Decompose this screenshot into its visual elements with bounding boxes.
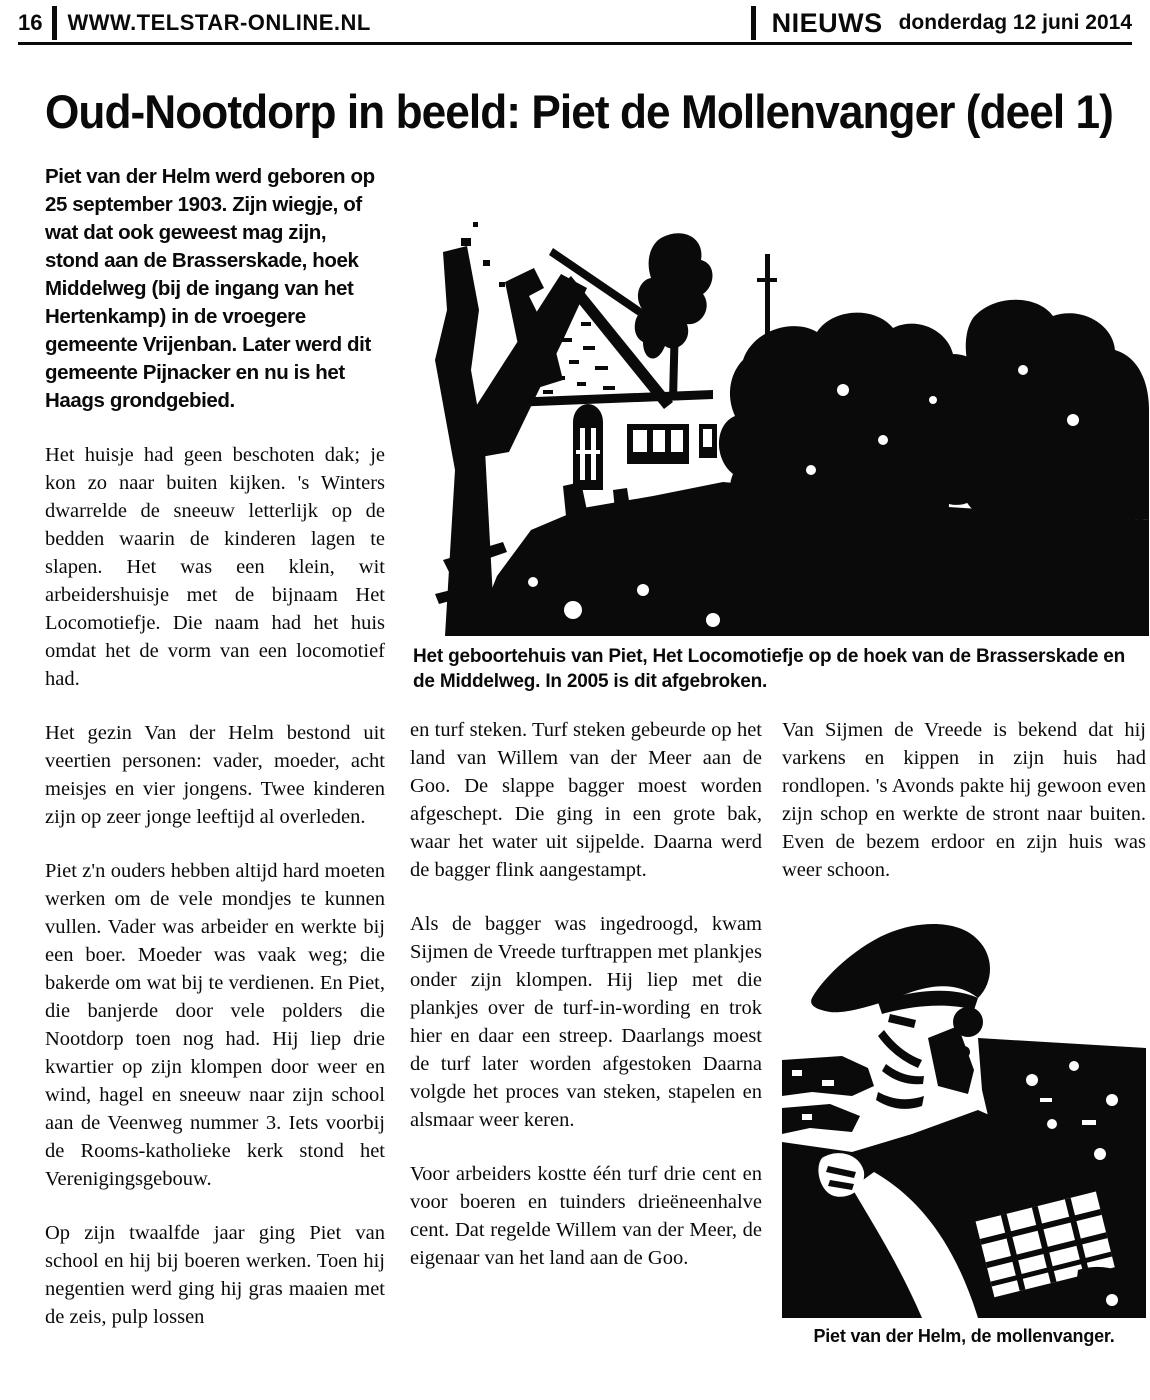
photo-portrait-caption: Piet van der Helm, de mollenvanger. [813, 1326, 1115, 1346]
paragraph: Het gezin Van der Helm bestond uit veertien personen: vader, moeder, acht meisjes en vier jongens. Twee kinderen zijn op zeer jonge leeftijd al overleden. [45, 722, 385, 828]
column-right [782, 716, 1146, 1349]
masthead [18, 6, 1132, 40]
paragraph: Het huisje had geen beschoten dak; je kon zo naar buiten kijken. 's Winters dwarrelde de sneeuw letterlijk op de bedden waarin de kinderen lagen te slapen. Het was een klein, wit arbeidershuisje met de bijnaam Het Locomotiefje. Die naam had het huis omdat het de vorm van een locomotief had. [45, 444, 385, 690]
article-headline: Oud-Nootdorp in beeld: Piet de Mollenvanger (deel 1) [45, 85, 1113, 138]
divider-bar [751, 6, 756, 40]
photo-house [413, 190, 1149, 636]
paragraph: Piet z'n ouders hebben altijd hard moeten werken om de vele mondjes te kunnen vullen. Vader was arbeider en werkte bij een boer. Moeder was vaak weg; die bakerde om wat bij te verdienen. En Piet, die banjerde door vele polders die Nootdorp toen nog had. Hij liep drie kwartier op zijn klompen door weer en wind, hagel en sneeuw naar zijn school aan de Veenweg nummer 3. Iets voorbij de Rooms-katholieke kerk stond het Verenigingsgebouw. [45, 860, 385, 1190]
house-photo-illustration [413, 190, 1149, 636]
section-label: NIEUWS [771, 7, 883, 38]
article-intro: Piet van der Helm werd geboren op 25 september 1903. Zijn wiegje, of wat dat ook geweest mag zijn, stond aan de Brasserskade, hoek Middelweg (bij de ingang van het Hertenkamp) in de vroegere gemeente Vrijenban. Later werd dit gemeente Pijnacker en nu is het Haags grondgebied. [45, 165, 375, 412]
masthead-left [18, 6, 371, 40]
photo-house-caption: Het geboortehuis van Piet, Het Locomotiefje op de hoek van de Brasserskade en de Middelweg. In 2005 is dit afgebroken. [413, 646, 1126, 692]
paragraph: Van Sijmen de Vreede is bekend dat hij varkens en kippen in zijn huis had rondlopen. 's Avonds pakte hij gewoon even zijn schop en werkte de stront naar buiten. Even de bezem erdoor en zijn huis was weer schoon. [782, 719, 1146, 881]
issue-date: donderdag 12 juni 2014 [898, 11, 1132, 34]
page-number: 16 [18, 10, 43, 35]
portrait-photo-illustration [782, 910, 1146, 1318]
header-rule [18, 42, 1132, 45]
paragraph: Als de bagger was ingedroogd, kwam Sijmen de Vreede turftrappen met plankjes onder zijn klompen. Hij liep met die plankjes over de turf-in-wording en trok hier en daar een streep. Daarlangs moest de turf later worden afgestoken Daarna volgde het proces van steken, stapelen en alsmaar weer keren. [410, 913, 762, 1131]
photo-house-block [413, 190, 1149, 694]
paragraph: Voor arbeiders kostte één turf drie cent en voor boeren en tuinders drieëneenhalve cent. Dat regelde Willem van der Meer, de eigenaar van het land aan de Goo. [410, 1163, 762, 1269]
photo-portrait-block [782, 910, 1146, 1349]
divider-bar [52, 6, 57, 40]
masthead-right [751, 6, 1132, 40]
column-middle [410, 716, 762, 1298]
paragraph: en turf steken. Turf steken gebeurde op het land van Willem van der Meer aan de Goo. De slappe bagger moest worden afgeschept. Die ging in een grote bak, waar het water uit sijpelde. Daarna werd de bagger flink aangestampt. [410, 719, 762, 881]
photo-portrait [782, 910, 1146, 1318]
column-left [45, 163, 385, 1357]
website-url: WWW.TELSTAR-ONLINE.NL [67, 10, 371, 35]
paragraph: Op zijn twaalfde jaar ging Piet van school en hij bij boeren werken. Toen hij negentien werd ging hij gras maaien met de zeis, pulp lossen [45, 1222, 385, 1328]
